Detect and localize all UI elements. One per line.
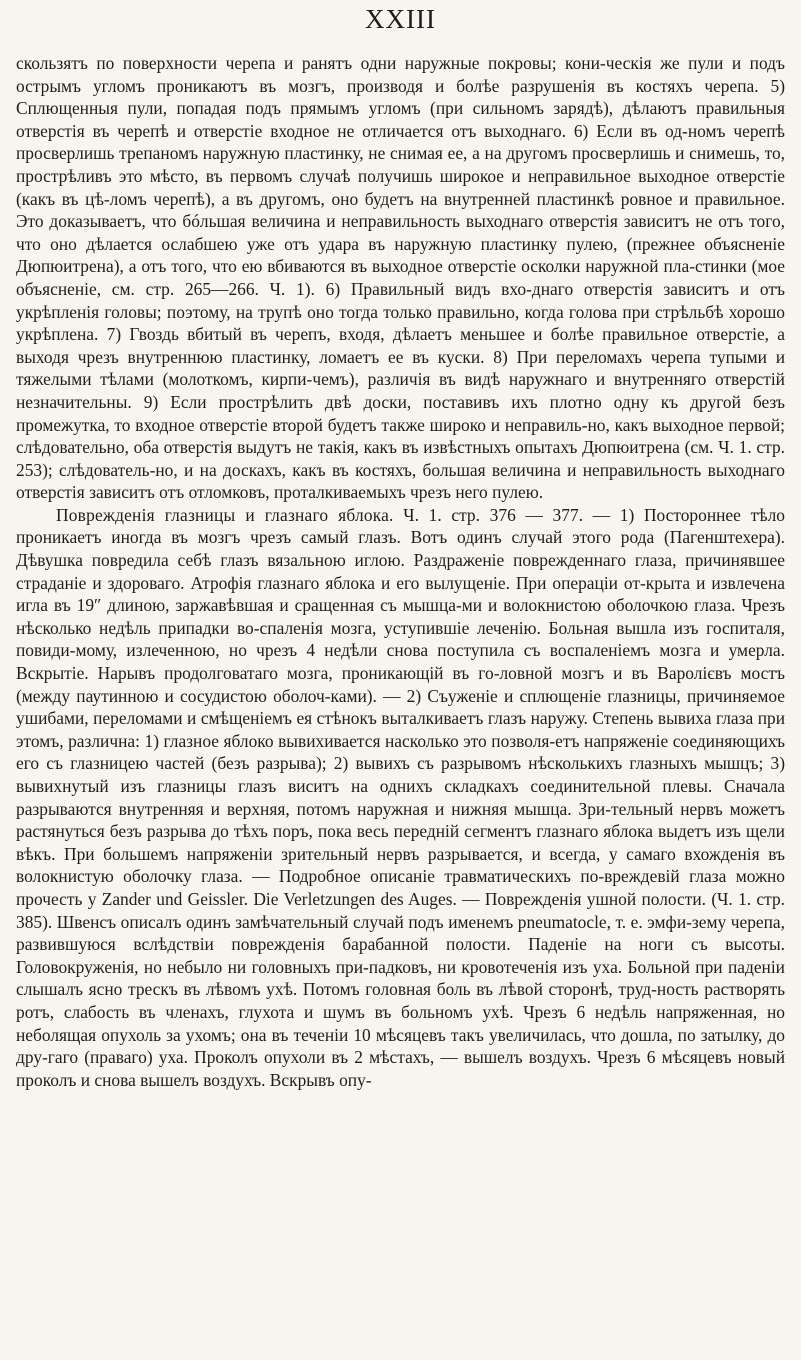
paragraph-skull-wounds xyxy=(16,52,785,504)
paragraph-text: скользятъ по поверхности черепа и ранятъ одни наружные покровы; кони-ческія же пули и подъ острымъ угломъ проникаютъ въ мозгъ, производя и болѣе разрушенія въ костяхъ черепа. 5) Сплющенныя пули, попадая подъ прямымъ угломъ (при сильномъ зарядѣ), дѣлаютъ правильныя отверстія въ черепѣ и отверстіе входное не отличается отъ выходнаго. 6) Если въ од-номъ черепѣ просверлишь трепаномъ наружную пластинку, не снимая ее, а на другомъ просверлишь и снимешь, то, прострѣливъ это мѣсто, въ первомъ случаѣ получишь широкое и неправильное выходное отверстіе (какъ въ цѣ-ломъ черепѣ), а въ другомъ, оно будетъ на внутренней пластинкѣ ровное и правильное. Это доказываетъ, что бóльшая величина и неправильность выходнаго отверстія зависитъ не отъ того, что оно дѣлается ослабшею уже отъ удара въ наружную пластинку пулею, (прежнее объясненіе Дюпюитрена), а отъ того, что ею вбиваются въ выходное отверстіе осколки наружной пла-стинки (мое объясненіе, см. стр. 265—266. Ч. 1). 6) Правильный видъ вхо-днаго отверстія зависитъ и отъ укрѣпленія головы; поэтому, на трупѣ оно тогда только правильно, когда голова при стрѣльбѣ хорошо укрѣплена. 7) Гвоздь вбитый въ черепъ, входя, дѣлаетъ меньшее и болѣе правильное отверстіе, а выходя чрезъ внутреннюю пластинку, ломаетъ ее въ куски. 8) При переломахъ черепа тупыми и тяжелыми тѣлами (молоткомъ, кирпи-чемъ), различія въ видѣ наружнаго и внутренняго отверстій незначительны. 9) Если прострѣлить двѣ доски, поставивъ ихъ плотно одну къ другой безъ промежутка, то входное отверстіе второй будетъ также широко и неправиль-но, какъ выходное первой; слѣдовательно, оба отверстія выдутъ не такія, какъ въ извѣстныхъ опытахъ Дюпюитрена (см. Ч. 1. стр. 253); слѣдователь-но, и на доскахъ, какъ въ костяхъ, большая величина и неправильность выходнаго отверстія зависитъ отъ отломковъ, проталкиваемыхъ чрезъ него пулею. xyxy=(16,53,785,503)
section-heading: Поврежденія глазницы и глазнаго яблока. xyxy=(56,504,394,525)
paragraph-orbit-injuries xyxy=(16,504,785,1091)
body-text xyxy=(16,52,785,1091)
page-number: XXIII xyxy=(365,4,436,34)
paragraph-text: Ч. 1. стр. 376 — 377. — 1) Постороннее тѣло проникаетъ иногда въ мозгъ чрезъ самый глазъ. Вотъ одинъ случай этого рода (Пагенштехера). Дѣвушка повредила себѣ глазъ вязальною иглою. Раздраженіе поврежденнаго глаза, причинявшее страданіе и здороваго. Атрофія глазнаго яблока и его вылущеніе. При операціи от-крыта и извлечена игла въ 19″ длиною, заржавѣвшая и сращенная съ мышца-ми и волокнистою оболочкою глаза. Чрезъ нѣсколько недѣль припадки во-спаленія мозга, уступившіе леченію. Больная вышла изъ госпиталя, повиди-мому, излеченною, но чрезъ 4 недѣли снова поступила съ воспаленіемъ мозга и умерла. Вскрытіе. Нарывъ продолговатаго мозга, проникающій въ го-ловной мозгъ и въ Варолієвъ мостъ (между паутинною и сосудистою оболоч-ками). — 2) Съуженіе и сплющеніе глазницы, причиняемое ушибами, переломами и смѣщеніемъ ея стѣнокъ выталкиваетъ глазъ наружу. Степень вывиха глаза при этомъ, различна: 1) глазное яблоко вывихивается насколько это позволя-етъ напряженіе соединяющихъ его съ глазницею частей (безъ разрыва); 2) вывихъ съ разрывомъ нѣсколькихъ глазныхъ мышцъ; 3) вывихнутый изъ глазницы глазъ виситъ на однихъ складкахъ соединительной плевы. Сначала разрываются внутренняя и верхняя, потомъ наружная и нижняя мышца. Зри-тельный нервъ можетъ растянуться безъ разрыва до тѣхъ поръ, пока весь передній сегментъ глазнаго яблока выдетъ изъ щели вѣкъ. При большемъ напряженіи зрительный нервъ разрывается, и всегда, у самаго вхожденія въ волокнистую оболочку глаза. — Подробное описаніе травматическихъ по-вреждевій глаза можно прочесть у Zander und Geissler. Die Verletzungen des Auges. — Поврежденія ушной полости. (Ч. 1. стр. 385). Швенсъ описалъ одинъ замѣчательный случай подъ именемъ pneumatocle, т. е. эмфи-зему черепа, развившуюся вслѣдствіи поврежденія барабанной полости. Паденіе на ноги съ высоты. Головокруженія, но небыло ни головныхъ при-падковъ, ни кровотеченія изъ уха. Больной при паденіи слышалъ ясно трескъ въ лѣвомъ ухѣ. Потомъ головная боль въ лѣвой сторонѣ, труд-ность растворять ротъ, слабость въ членахъ, глухота и шумъ въ больномъ ухѣ. Чрезъ 6 недѣль напряженная, но неболящая опухоль за ухомъ; она въ теченіи 10 мѣсяцевъ такъ увеличилась, что дошла, по затылку, до дру-гаго (праваго) уха. Проколъ опухоли въ 2 мѣстахъ, — вышелъ воздухъ. Чрезъ 6 мѣсяцевъ новый проколъ и снова вышелъ воздухъ. Вскрывъ опу- xyxy=(16,504,785,1090)
